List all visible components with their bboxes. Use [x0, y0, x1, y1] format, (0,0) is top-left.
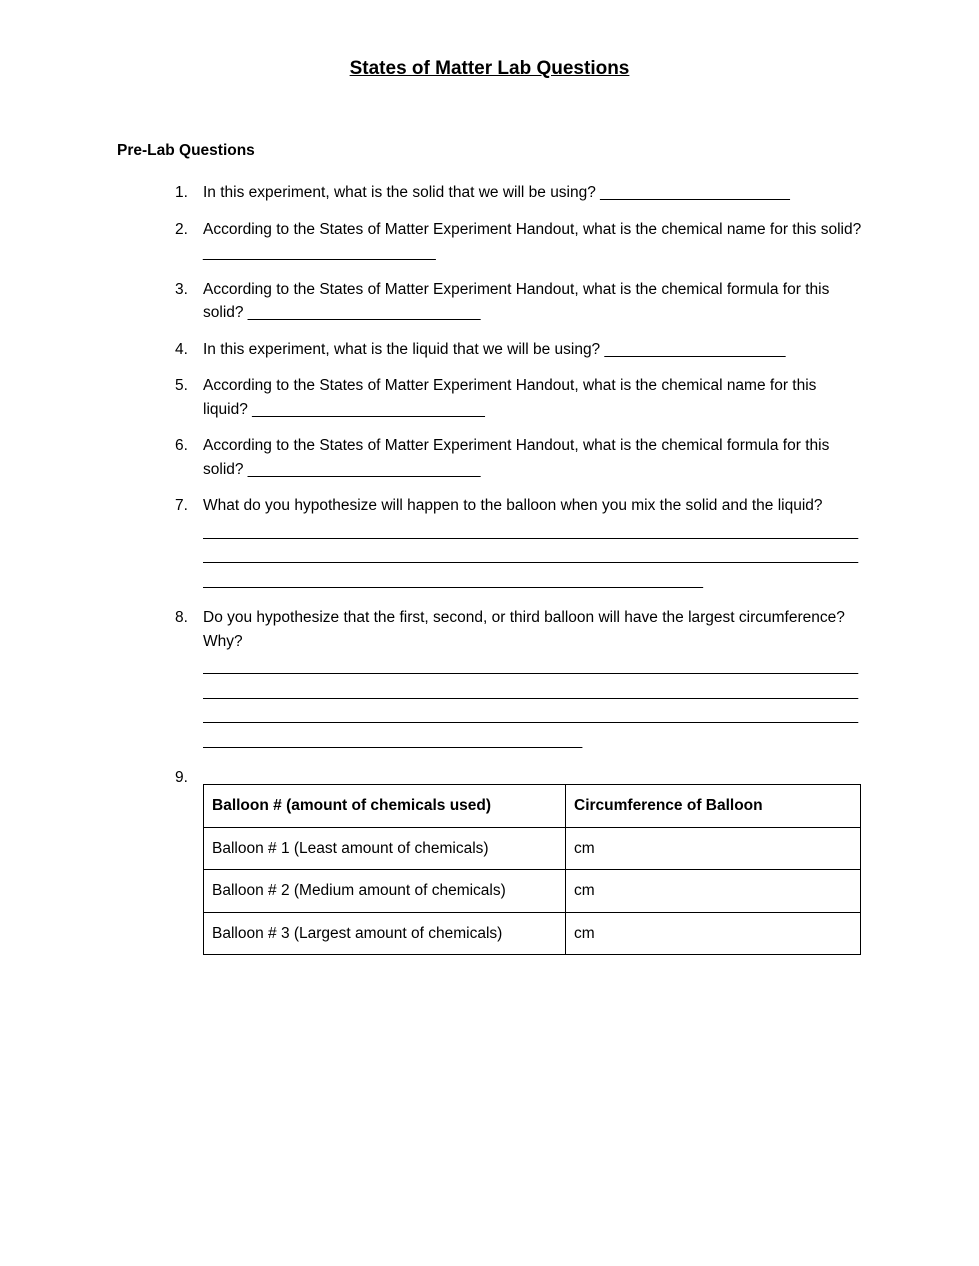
question-list — [117, 181, 862, 955]
table-cell-label: Balloon # 1 (Least amount of chemicals) — [204, 827, 566, 870]
table-header-balloon: Balloon # (amount of chemicals used) — [204, 785, 566, 828]
question-number: 5. — [175, 377, 188, 394]
table-row — [204, 827, 861, 870]
question-number: 1. — [175, 184, 188, 201]
question-text: In this experiment, what is the liquid that we will be using? _____________________ — [203, 340, 786, 358]
question-text: In this experiment, what is the solid that we will be using? ______________________ — [203, 184, 790, 201]
balloon-measurement-table — [203, 784, 861, 955]
question-body — [203, 494, 862, 593]
question-text: What do you hypothesize will happen to the balloon when you mix the solid and the liquid? — [203, 497, 823, 514]
question-item-6 — [175, 434, 862, 481]
question-number: 3. — [175, 280, 188, 298]
table-header-circumference: Circumference of Balloon — [566, 785, 861, 828]
table-cell-value: cm — [566, 912, 861, 955]
question-item-7 — [175, 494, 862, 593]
question-text: According to the States of Matter Experiment Handout, what is the chemical name for this solid? ___________________________ — [203, 220, 862, 261]
question-number: 2. — [175, 220, 188, 238]
question-body — [203, 606, 862, 753]
question-body — [203, 374, 862, 421]
question-number: 8. — [175, 609, 188, 626]
table-cell-value: cm — [566, 827, 861, 870]
question-item-8 — [175, 606, 862, 753]
question-text: According to the States of Matter Experiment Handout, what is the chemical formula for this solid? ___________________________ — [203, 280, 830, 321]
question-item-9 — [175, 766, 862, 955]
answer-blank-line: ____________________________________________________________________________ — [203, 547, 859, 564]
answer-blank-line: ____________________________________________________________________________ — [203, 522, 859, 540]
question-text: According to the States of Matter Experiment Handout, what is the chemical formula for this solid? ___________________________ — [203, 437, 830, 478]
table-header-row — [204, 785, 861, 828]
answer-blank-line: ____________________________________________________________________________ — [203, 707, 859, 724]
question-text: Do you hypothesize that the first, second, or third balloon will have the largest circumference? Why? — [203, 609, 845, 650]
table-row — [204, 870, 861, 913]
section-heading: Pre-Lab Questions — [117, 142, 255, 159]
question-body — [203, 338, 862, 362]
question-number: 7. — [175, 497, 188, 514]
table-row — [204, 912, 861, 955]
question-item-5 — [175, 374, 862, 421]
answer-blank-line: ____________________________________________ — [203, 731, 583, 749]
question-text: According to the States of Matter Experiment Handout, what is the chemical name for this liquid? ___________________________ — [203, 377, 817, 418]
question-number: 9. — [175, 769, 188, 786]
answer-blank-line: ____________________________________________________________________________ — [203, 682, 859, 700]
question-body — [203, 434, 862, 481]
balloon-table-wrap — [203, 784, 862, 955]
question-item-4 — [175, 338, 862, 362]
question-body — [203, 218, 862, 265]
question-item-1 — [175, 181, 862, 205]
question-number: 6. — [175, 437, 188, 454]
table-cell-value: cm — [566, 870, 861, 913]
question-body — [203, 181, 862, 205]
table-cell-label: Balloon # 2 (Medium amount of chemicals) — [204, 870, 566, 913]
answer-blank-line: ____________________________________________________________________________ — [203, 658, 859, 675]
table-cell-label: Balloon # 3 (Largest amount of chemicals) — [204, 912, 566, 955]
answer-blank-line: __________________________________________________________ — [203, 571, 703, 589]
question-number: 4. — [175, 340, 188, 358]
question-item-3 — [175, 278, 862, 325]
page-title: States of Matter Lab Questions — [349, 58, 630, 79]
question-body — [203, 278, 862, 325]
question-item-2 — [175, 218, 862, 265]
question-body — [203, 766, 862, 955]
